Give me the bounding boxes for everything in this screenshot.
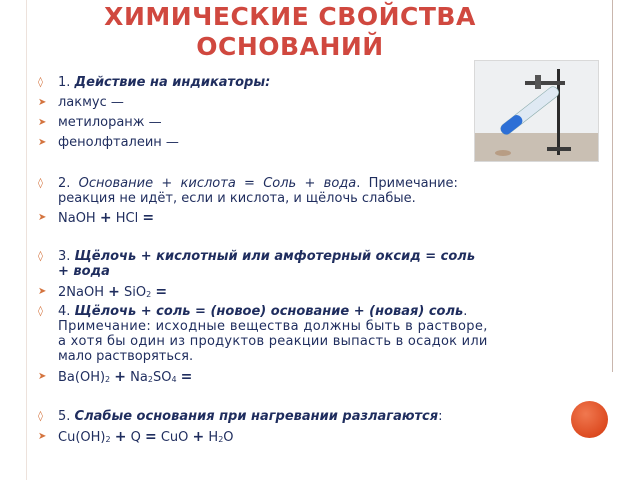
arrow-bullet-icon: ➤ <box>38 137 47 148</box>
slide-frame-left <box>26 0 27 480</box>
title-line-2: ОСНОВАНИЙ <box>196 32 384 61</box>
formula-plus: + <box>114 429 127 445</box>
item-number: 3. <box>58 249 71 264</box>
formula-reactant: 2NaOH <box>58 285 104 300</box>
formula-product: $H_2O$ <box>208 430 234 445</box>
item-heading: Щёлочь + кислотный или амфотерный оксид = соль <box>74 249 476 264</box>
item-number: 4. <box>58 304 71 319</box>
formula-heat: Q <box>130 430 141 445</box>
item-number: 5. <box>58 409 71 424</box>
eq-part: + <box>304 176 316 191</box>
formula-plus: + <box>99 210 112 226</box>
arrow-bullet-icon: ➤ <box>38 117 47 128</box>
decor-orange-circle <box>571 401 608 438</box>
slide-title <box>60 2 520 62</box>
formula-plus: + <box>192 429 205 445</box>
formula-product: CuO <box>160 430 189 445</box>
bullet-icon: ◊ <box>38 178 43 189</box>
note-text: мало растворяться. <box>58 349 194 364</box>
note-text: а хотя бы один из продуктов реакции выпасть в осадок или <box>58 334 488 349</box>
formula-reactant: $Na_2SO_4$ <box>130 370 177 385</box>
bullet-icon: ◊ <box>38 251 43 262</box>
formula-equals: = <box>180 369 193 385</box>
indicator-litmus: лакмус — <box>58 95 124 110</box>
test-tube-image <box>475 61 598 161</box>
formula-plus: + <box>114 369 127 385</box>
item-heading-cont: + вода <box>58 264 110 279</box>
note-label: Примечание: <box>368 176 458 191</box>
formula-reactant: SiO$_2$ <box>124 285 152 300</box>
title-line-1: ХИМИЧЕСКИЕ СВОЙСТВА <box>104 2 476 31</box>
arrow-bullet-icon: ➤ <box>38 431 47 442</box>
eq-part: = <box>244 176 255 191</box>
eq-part: Соль <box>263 176 297 191</box>
arrow-bullet-icon: ➤ <box>38 371 47 382</box>
formula-reactant: $Cu(OH)_2$ <box>58 430 111 445</box>
slide-frame-right <box>612 0 613 372</box>
eq-dot: . <box>463 304 468 319</box>
note-text: Примечание: исходные вещества должны быть в растворе, <box>58 319 488 334</box>
eq-part: + <box>161 176 173 191</box>
eq-part: вода <box>323 176 357 191</box>
indicator-phenolphthalein: фенолфталеин — <box>58 135 179 150</box>
item-heading: Действие на индикаторы: <box>74 75 271 90</box>
formula-equals: = <box>155 284 168 300</box>
bullet-icon: ◊ <box>38 77 43 88</box>
item-number: 1. <box>58 75 71 90</box>
item-heading: Слабые основания при нагревании разлагаются <box>74 409 439 424</box>
formula-plus: + <box>108 284 120 300</box>
formula-reactant: $Ba(OH)_2$ <box>58 370 111 385</box>
test-tube-photo <box>474 60 599 162</box>
formula-equals: = <box>142 210 155 226</box>
indicator-methyl-orange: метилоранж — <box>58 115 162 130</box>
bullet-icon: ◊ <box>38 306 43 317</box>
formula-reactant: NaOH <box>58 211 96 226</box>
arrow-bullet-icon: ➤ <box>38 286 47 297</box>
eq-part: Основание <box>78 176 154 191</box>
arrow-bullet-icon: ➤ <box>38 97 47 108</box>
formula-reactant: HCl <box>115 211 139 226</box>
heading-colon: : <box>438 409 443 424</box>
item-number: 2. <box>58 176 71 191</box>
bullet-icon: ◊ <box>38 411 43 422</box>
reaction-scheme <box>79 176 357 191</box>
note-text: реакция не идёт, если и кислота, и щёлочь слабые. <box>58 191 416 206</box>
eq-part: кислота <box>180 176 236 191</box>
formula-equals: = <box>144 429 157 445</box>
arrow-bullet-icon: ➤ <box>38 212 47 223</box>
eq-dot: . <box>356 176 361 191</box>
item-heading: Щёлочь + соль = (новое) основание + (новая) соль <box>74 304 464 319</box>
